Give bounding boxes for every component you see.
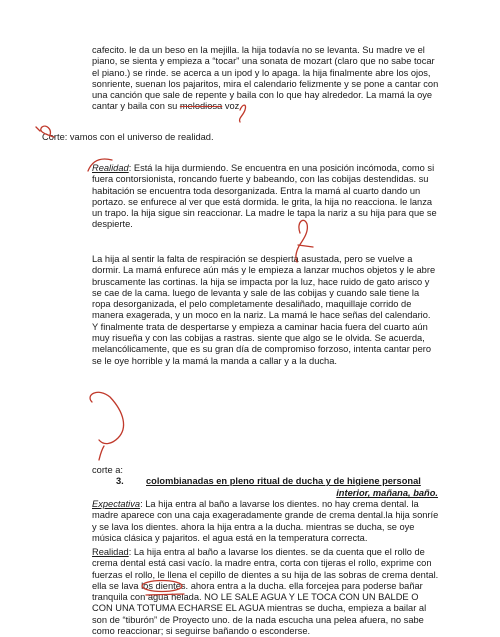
text-line: La hija al sentir la falta de respiración se despierta asustada, pero se vuelve a: [92, 254, 413, 264]
corte-hook-mark: [41, 126, 54, 137]
scene-setting: interior, mañana, baño.: [336, 488, 438, 498]
text-line: dormir. La mamá enfurece aún más y le empieza a lanzar muchos objetos y le abre: [92, 265, 436, 276]
text-line: ropa desorganizada, el pelo completamente desaliñado, maquillaje corrido de: [92, 299, 412, 310]
text-line: se le oye horrible y la mamá la manda a callar y a la ducha.: [92, 355, 337, 366]
corte-a-line: corte a:: [92, 465, 124, 475]
scene-number: 3.: [116, 476, 124, 486]
text-line: manera exagerada, y un moco en la nariz. La mamá le hace señas del calendario.: [92, 310, 431, 321]
underline-mark: [146, 594, 184, 595]
text-line: una canción que sale de repente y baila con lo que hay alrededor. La mamá la oye: [92, 90, 433, 101]
text-line: melancólicamente, que es su gran día de compromiso forzoso, intenta cantar pero: [92, 344, 432, 355]
realidad-hook-mark: [88, 159, 112, 171]
text-fragment: voz.: [222, 101, 242, 112]
loop-tail-mark: [298, 245, 313, 247]
text-line: música clásica y pajaritos. el agua está en la temperatura correcta.: [92, 532, 368, 543]
circled-word: tiburón: [125, 614, 155, 625]
text-line: cafecito. le da un beso en la mejilla. la hija todavía no se levanta. Su madre ve el: [92, 45, 425, 55]
text-fragment: ” de Proyecto uno. de la nada escucha una pelea afuera, no sabe: [154, 614, 424, 625]
scene-loop-tail-mark: [99, 446, 104, 460]
loop-mark: [296, 220, 307, 262]
squiggle-mark: [240, 105, 246, 122]
text-fragment: : La hija entra al baño a lavarse los dientes. se da cuenta que el rollo de: [128, 547, 425, 557]
text-line: portazo. se enfurece al ver que está dormida. le grita, la hija no reacciona. le lanza: [92, 196, 433, 207]
text-line: el piano.) se rinde. se acerca a un ipod y lo apaga. la hija finalmente abre los ojos,: [92, 67, 431, 78]
text-line: madre aparece con una caja exageradamente grande de crema dental.la hija sonríe: [92, 510, 439, 521]
text-line: despierte.: [92, 219, 133, 230]
corte-realidad-line: Corte: vamos con el universo de realidad.: [42, 132, 214, 142]
text-line: como reaccionar; si seguirse bañando o esconderse.: [92, 626, 311, 637]
text-line: CON UNA TOTUMA ECHARSE EL AGUA mientras se ducha, empieza a bailar al: [92, 603, 427, 614]
text-line: sonriente, suenan los pajaritos, mira el calendario felizmente y se pone a cantar con: [92, 78, 439, 89]
text-fragment: cantar y baila con su: [92, 101, 180, 112]
corte-tick-mark: [36, 127, 40, 131]
text-line: fuera contorsionista, roncando fuerte y babeando, con las cobijas destendidas. su: [92, 174, 429, 185]
text-line: Y finalmente trata de despertarse y empieza a caminar hacia fuera del cuarto aún: [92, 321, 428, 332]
text-line: piano, se sienta y empieza a “tocar” una sonata de mozart (claro que no sabe tocar: [92, 56, 435, 67]
text-line: ella se lava los dientes. ahora entra a la ducha. ella forcejea para poderse bañar: [92, 580, 423, 591]
text-line: habitación se encuentra toda desorganizada. Entra la mamá al cuarto dando un: [92, 185, 421, 196]
text-fragment: son de “: [92, 614, 126, 625]
scene-loop-mark: [90, 392, 124, 443]
text-line: un trapo. la hija sigue sin reaccionar. La madre le tapa la nariz a su hija para que se: [92, 208, 437, 219]
text-fragment: : Está la hija durmiendo. Se encuentra en una posición incómoda, como si: [128, 163, 435, 173]
text-line: y se lava los dientes. ahora la hija entra a la ducha. mientras se ducha, se oye: [92, 521, 415, 532]
word-circle-mark: [142, 581, 182, 592]
text-line: bruscamente las cortinas. la hija se impacta por la luz, hace ruido de gato arisco y: [92, 276, 430, 287]
text-line: crema dental está casi vacío. la madre entra, corta con tijeras el rollo, exprime con: [92, 558, 432, 569]
text-line: se cae de la cama. luego de levanta y sale de las cobijas y cuando sale tiene la: [92, 287, 420, 298]
text-line: fuerzas el rollo, le llena el cepillo de dientes a su hija de las sobras de crema dental.: [92, 569, 439, 580]
expectativa-label: Expectativa: [92, 499, 141, 509]
text-line: muy risueña y con las cobijas a rastras. siente que algo se le olvida. Se acuerda,: [92, 333, 425, 344]
realidad-label: Realidad: [92, 163, 129, 173]
scene-title: colombianadas en pleno ritual de ducha y de higiene personal: [146, 476, 421, 486]
realidad-label: Realidad: [92, 547, 129, 557]
text-fragment: : La hija entra al baño a lavarse los dientes. no hay crema dental. la: [140, 499, 419, 509]
struck-word: melodiosa: [179, 101, 223, 112]
text-line: tranquila con agua helada. NO LE SALE AGUA Y LE TOCA CON UN BALDE O: [92, 592, 419, 603]
